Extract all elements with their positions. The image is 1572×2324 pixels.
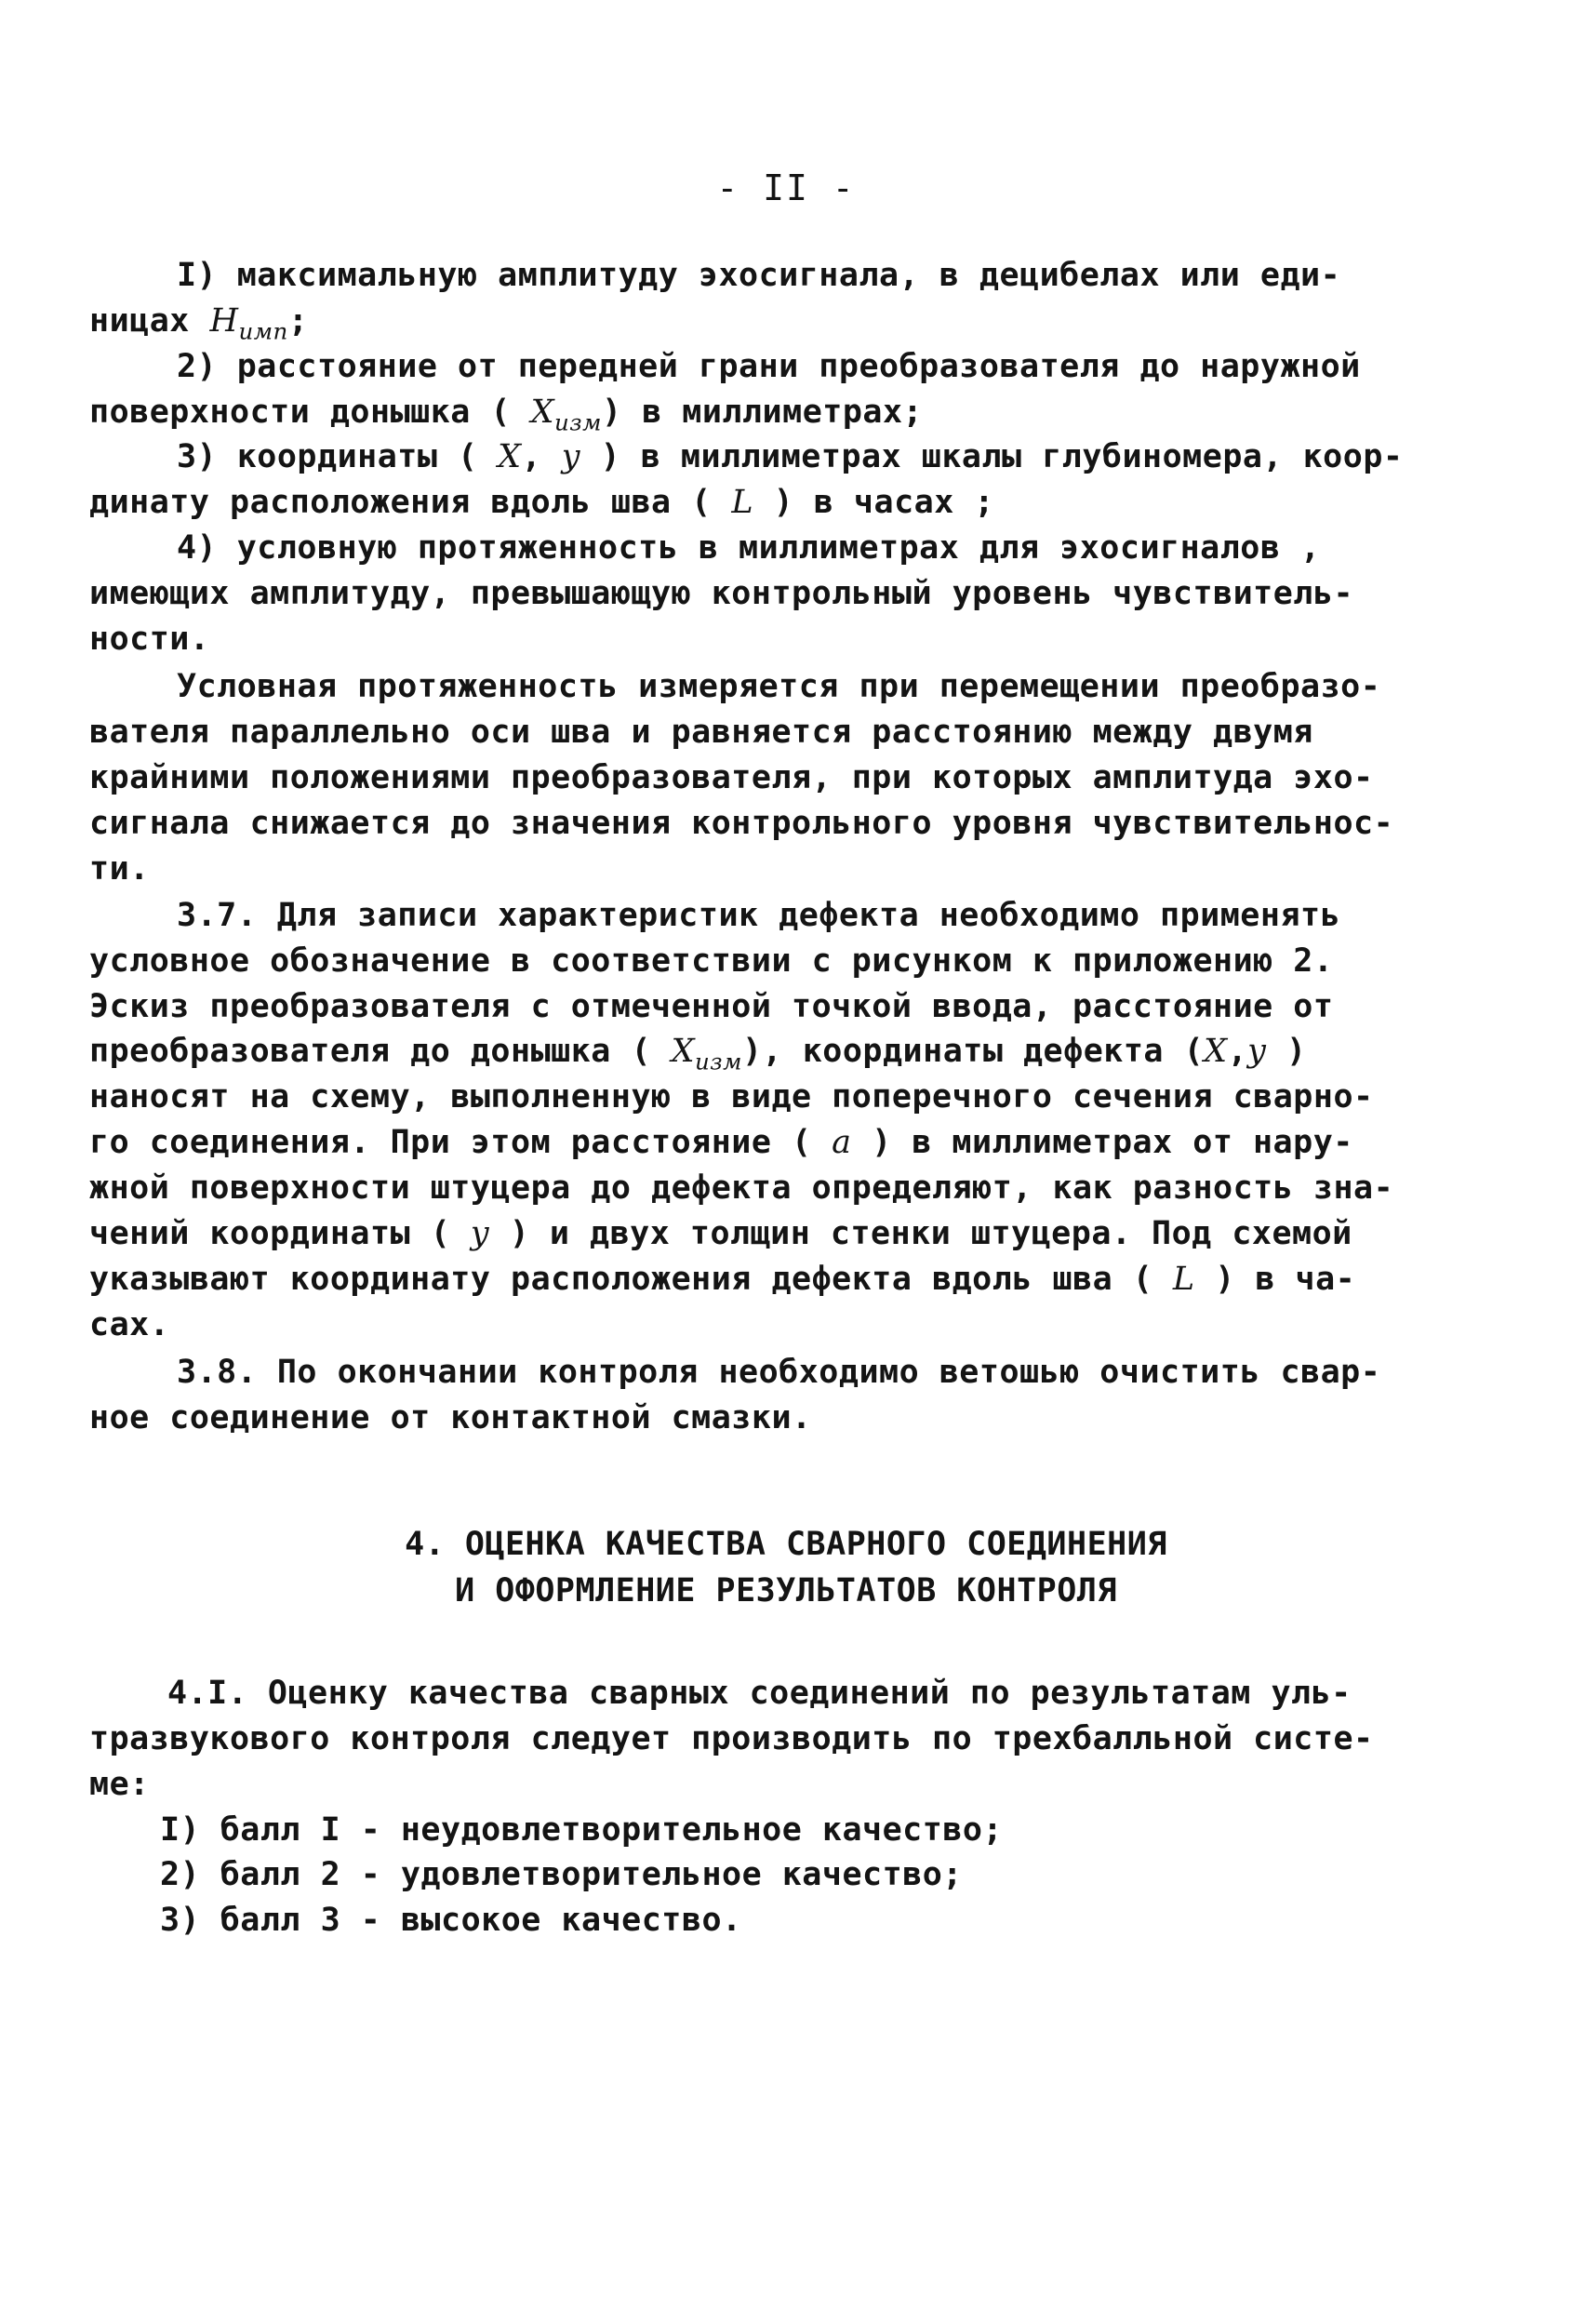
list-item: 3) балл 3 - высокое качество. bbox=[160, 1902, 742, 1939]
text-fragment: ; bbox=[287, 302, 309, 340]
text-fragment: ницах bbox=[89, 302, 190, 340]
symbol-h: $H_{имп}$ bbox=[209, 302, 288, 345]
list-item: I) балл I - неудовлетворительное качество; bbox=[160, 1811, 1004, 1849]
text-line: 3.7. Для записи характеристик дефекта необходимо применять bbox=[177, 897, 1341, 934]
symbol-y: y bbox=[1247, 1033, 1267, 1070]
text-fragment: чений координаты ( bbox=[89, 1215, 451, 1252]
text-fragment: преобразователя до донышка ( bbox=[89, 1033, 652, 1070]
symbol-y: y bbox=[470, 1215, 490, 1252]
text-fragment: поверхности донышка ( bbox=[89, 394, 512, 431]
symbol-l: L bbox=[1172, 1261, 1195, 1298]
text-line: имеющих амплитуду, превышающую контрольный уровень чувствитель- bbox=[89, 575, 1354, 612]
text-line: ме: bbox=[89, 1766, 150, 1803]
text-line: Эскиз преобразователя с отмеченной точкой ввода, расстояние от bbox=[89, 988, 1334, 1025]
text-fragment: , bbox=[1227, 1033, 1248, 1070]
text-line: I) максимальную амплитуду эхосигнала, в децибелах или еди- bbox=[177, 257, 1341, 294]
text-fragment: ) в часах ; bbox=[773, 484, 994, 521]
text-line bbox=[89, 302, 309, 345]
text-line: наносят на схему, выполненную в виде поперечного сечения сварно- bbox=[89, 1078, 1374, 1115]
text-fragment: ) в ча- bbox=[1215, 1261, 1356, 1298]
text-line bbox=[89, 1263, 1355, 1296]
text-line: ности. bbox=[89, 621, 210, 658]
symbol-x: X bbox=[1204, 1033, 1228, 1070]
text-fragment: динату расположения вдоль шва ( bbox=[89, 484, 712, 521]
symbol-x: X bbox=[498, 438, 522, 475]
text-line: Условная протяженность измеряется при перемещении преобразо- bbox=[177, 668, 1381, 705]
text-line: тразвукового контроля следует производить по трехбалльной систе- bbox=[89, 1720, 1374, 1757]
text-fragment: го соединения. При этом расстояние ( bbox=[89, 1124, 812, 1161]
symbol-x: $X_{изм}$ bbox=[671, 1033, 742, 1075]
text-line: сигнала снижается до значения контрольного уровня чувствительнос- bbox=[89, 805, 1394, 842]
text-line: ти. bbox=[89, 850, 150, 888]
text-line bbox=[177, 438, 1404, 475]
text-line bbox=[89, 396, 923, 434]
text-line bbox=[89, 1035, 1307, 1074]
text-line bbox=[89, 1215, 1352, 1252]
text-fragment: ) в миллиметрах от нару- bbox=[872, 1124, 1353, 1161]
text-line: 3.8. По окончании контроля необходимо ветошью очистить свар- bbox=[177, 1354, 1381, 1391]
symbol-x: $X_{изм}$ bbox=[530, 394, 602, 436]
text-fragment: 3) координаты ( bbox=[177, 438, 478, 475]
symbol-l: L bbox=[731, 484, 754, 521]
text-line: 4) условную протяженность в миллиметрах для эхосигналов , bbox=[177, 529, 1321, 567]
text-fragment: указывают координату расположения дефекта вдоль шва ( bbox=[89, 1261, 1153, 1298]
text-fragment: ) bbox=[1286, 1033, 1307, 1070]
list-item: 2) балл 2 - удовлетворительное качество; bbox=[160, 1856, 963, 1893]
section-heading: 4. ОЦЕНКА КАЧЕСТВА СВАРНОГО СОЕДИНЕНИЯ bbox=[405, 1526, 1167, 1563]
text-line bbox=[89, 1124, 1353, 1161]
text-fragment: ) в миллиметрах; bbox=[601, 394, 924, 431]
text-line: 2) расстояние от передней грани преобразователя до наружной bbox=[177, 348, 1361, 385]
text-line: вателя параллельно оси шва и равняется расстоянию между двумя bbox=[89, 714, 1313, 751]
text-line: крайними положениями преобразователя, при которых амплитуда эхо- bbox=[89, 759, 1374, 796]
section-heading: И ОФОРМЛЕНИЕ РЕЗУЛЬТАТОВ КОНТРОЛЯ bbox=[455, 1572, 1117, 1609]
text-fragment: ) в миллиметрах шкалы глубиномера, коор- bbox=[600, 438, 1404, 475]
text-line: 4.I. Оценку качества сварных соединений по результатам уль- bbox=[167, 1675, 1352, 1712]
text-line: жной поверхности штуцера до дефекта определяют, как разность зна- bbox=[89, 1169, 1394, 1207]
text-line: сах. bbox=[89, 1306, 170, 1343]
text-fragment: , bbox=[521, 438, 542, 475]
text-line: условное обозначение в соответствии с рисунком к приложению 2. bbox=[89, 942, 1334, 980]
text-fragment: ), координаты дефекта ( bbox=[741, 1033, 1205, 1070]
text-fragment: ) и двух толщин стенки штуцера. Под схемой bbox=[509, 1215, 1352, 1252]
text-line: ное соединение от контактной смазки. bbox=[89, 1399, 812, 1436]
symbol-a: a bbox=[832, 1124, 852, 1161]
page-number: - II - bbox=[716, 167, 856, 208]
text-line bbox=[89, 484, 994, 521]
symbol-y: y bbox=[561, 438, 581, 475]
